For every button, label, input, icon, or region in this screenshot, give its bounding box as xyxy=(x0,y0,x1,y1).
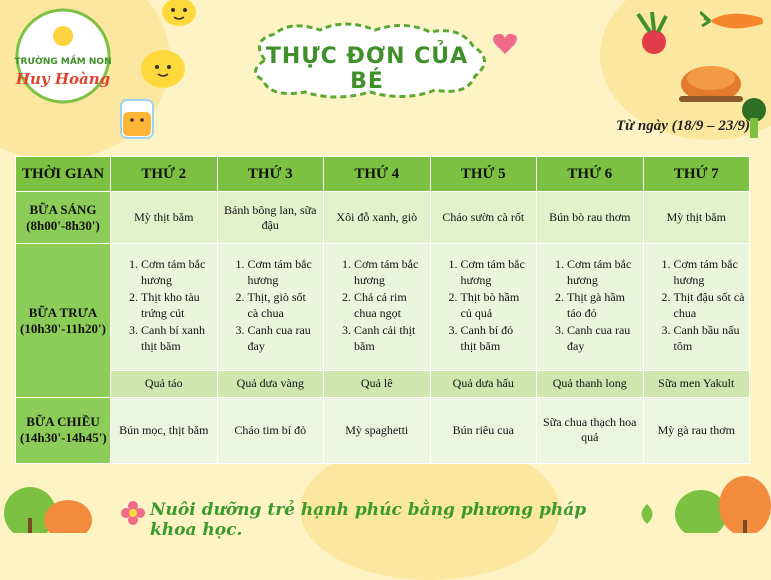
lunch-item: 2. Chả cá rim chua ngọt xyxy=(354,290,426,321)
lunch-item: 2. Thịt kho tàu trứng cút xyxy=(141,290,213,321)
sun-icon xyxy=(53,26,73,46)
fruit-cell: Quả dưa vàng xyxy=(217,370,324,397)
lunch-cell xyxy=(643,244,750,370)
header-time: THỜI GIAN xyxy=(16,157,111,192)
heart-icon xyxy=(492,32,518,56)
footer-slogan: Nuôi dưỡng trẻ hạnh phúc bằng phương pháp khoa học. xyxy=(150,500,587,540)
lunch-item: 3. Canh bầu nấu tôm xyxy=(674,323,746,354)
lunch-item: 1. Cơm tám bắc hương xyxy=(141,257,213,288)
afternoon-row xyxy=(16,397,750,463)
afternoon-cell: Bún riêu cua xyxy=(430,397,537,463)
lunch-item: 1. Cơm tám bắc hương xyxy=(674,257,746,288)
tree-right-icon xyxy=(665,470,771,533)
lunch-item: 3. Canh cua rau đay xyxy=(248,323,320,354)
header-day: THỨ 5 xyxy=(430,157,537,192)
lunch-item: 1. Cơm tám bắc hương xyxy=(248,257,320,288)
fruit-cell: Quả táo xyxy=(111,370,218,397)
lunch-item: 2. Thịt bò hầm củ quả xyxy=(461,290,533,321)
lunch-item: 1. Cơm tám bắc hương xyxy=(567,257,639,288)
date-range: Từ ngày (18/9 – 23/9) xyxy=(616,118,750,134)
meal-time: (14h30'-14h45') xyxy=(20,430,107,446)
radish-icon xyxy=(630,10,670,56)
lunch-item: 1. Cơm tám bắc hương xyxy=(461,257,533,288)
school-name-line2: Huy Hoàng xyxy=(15,70,111,88)
breakfast-cell: Mỳ thịt băm xyxy=(111,192,218,244)
lunch-cell xyxy=(217,244,324,370)
afternoon-cell: Cháo tim bí đỏ xyxy=(217,397,324,463)
flower-icon xyxy=(120,500,146,526)
fruit-cell: Sữa men Yakult xyxy=(643,370,750,397)
lunch-item: 3. Canh bí đỏ thịt băm xyxy=(461,323,533,354)
fruit-cell: Quả lê xyxy=(324,370,431,397)
lunch-item: 2. Thịt gà hầm táo đỏ xyxy=(567,290,639,321)
meal-time: (10h30'-11h20') xyxy=(20,320,106,336)
afternoon-label xyxy=(16,397,111,463)
page-title: THỰC ĐƠN CỦA BÉ xyxy=(265,44,469,94)
lunch-item: 3. Canh cua rau đay xyxy=(567,323,639,354)
lunch-item: 2. Thịt, giò sốt cà chua xyxy=(248,290,320,321)
header-day: THỨ 7 xyxy=(643,157,750,192)
fruit-cell: Quả dưa hấu xyxy=(430,370,537,397)
breakfast-cell: Bún bò rau thơm xyxy=(537,192,644,244)
breakfast-cell: Mỳ thịt băm xyxy=(643,192,750,244)
breakfast-cell: Xôi đỗ xanh, giò xyxy=(324,192,431,244)
afternoon-cell: Bún mọc, thịt băm xyxy=(111,397,218,463)
juice-glass-icon xyxy=(113,92,161,142)
table-header-row xyxy=(16,157,750,192)
leaf-icon xyxy=(636,502,658,526)
meal-name: BỮA SÁNG xyxy=(29,201,97,217)
breakfast-cell: Bánh bông lan, sữa đậu xyxy=(217,192,324,244)
breakfast-label xyxy=(16,192,111,244)
lunch-item: 3. Canh bí xanh thịt băm xyxy=(141,323,213,354)
breakfast-cell: Cháo sườn cà rốt xyxy=(430,192,537,244)
header-day: THỨ 3 xyxy=(217,157,324,192)
lunch-cell xyxy=(324,244,431,370)
lunch-row xyxy=(16,244,750,370)
meal-name: BỮA TRƯA xyxy=(28,304,98,320)
header-day: THỨ 6 xyxy=(537,157,644,192)
lunch-cell xyxy=(111,244,218,370)
tree-left-icon xyxy=(0,478,100,533)
lemon-half-icon xyxy=(138,45,188,91)
fruit-cell: Quả thanh long xyxy=(537,370,644,397)
lunch-cell xyxy=(537,244,644,370)
lunch-item: 1. Cơm tám bắc hương xyxy=(354,257,426,288)
header-day: THỨ 2 xyxy=(111,157,218,192)
roast-chicken-icon xyxy=(675,52,747,104)
afternoon-cell: Mỳ spaghetti xyxy=(324,397,431,463)
meal-name: BỮA CHIỀU xyxy=(26,414,100,430)
lunch-item: 2. Thịt đậu sốt cà chua xyxy=(674,290,746,321)
afternoon-cell: Sữa chua thạch hoa quả xyxy=(537,397,644,463)
lemon-face-icon xyxy=(160,0,198,30)
fruit-row xyxy=(16,370,750,397)
menu-table xyxy=(15,156,750,464)
lunch-cell xyxy=(430,244,537,370)
breakfast-row xyxy=(16,192,750,244)
lunch-label xyxy=(16,244,111,397)
header-day: THỨ 4 xyxy=(324,157,431,192)
meal-time: (8h00'-8h30') xyxy=(26,217,100,233)
afternoon-cell: Mỳ gà rau thơm xyxy=(643,397,750,463)
carrot-icon xyxy=(700,4,768,38)
school-logo xyxy=(8,6,118,106)
school-name-line1: TRƯỜNG MẦM NON xyxy=(14,57,112,67)
lunch-item: 3. Canh cải thịt băm xyxy=(354,323,426,354)
